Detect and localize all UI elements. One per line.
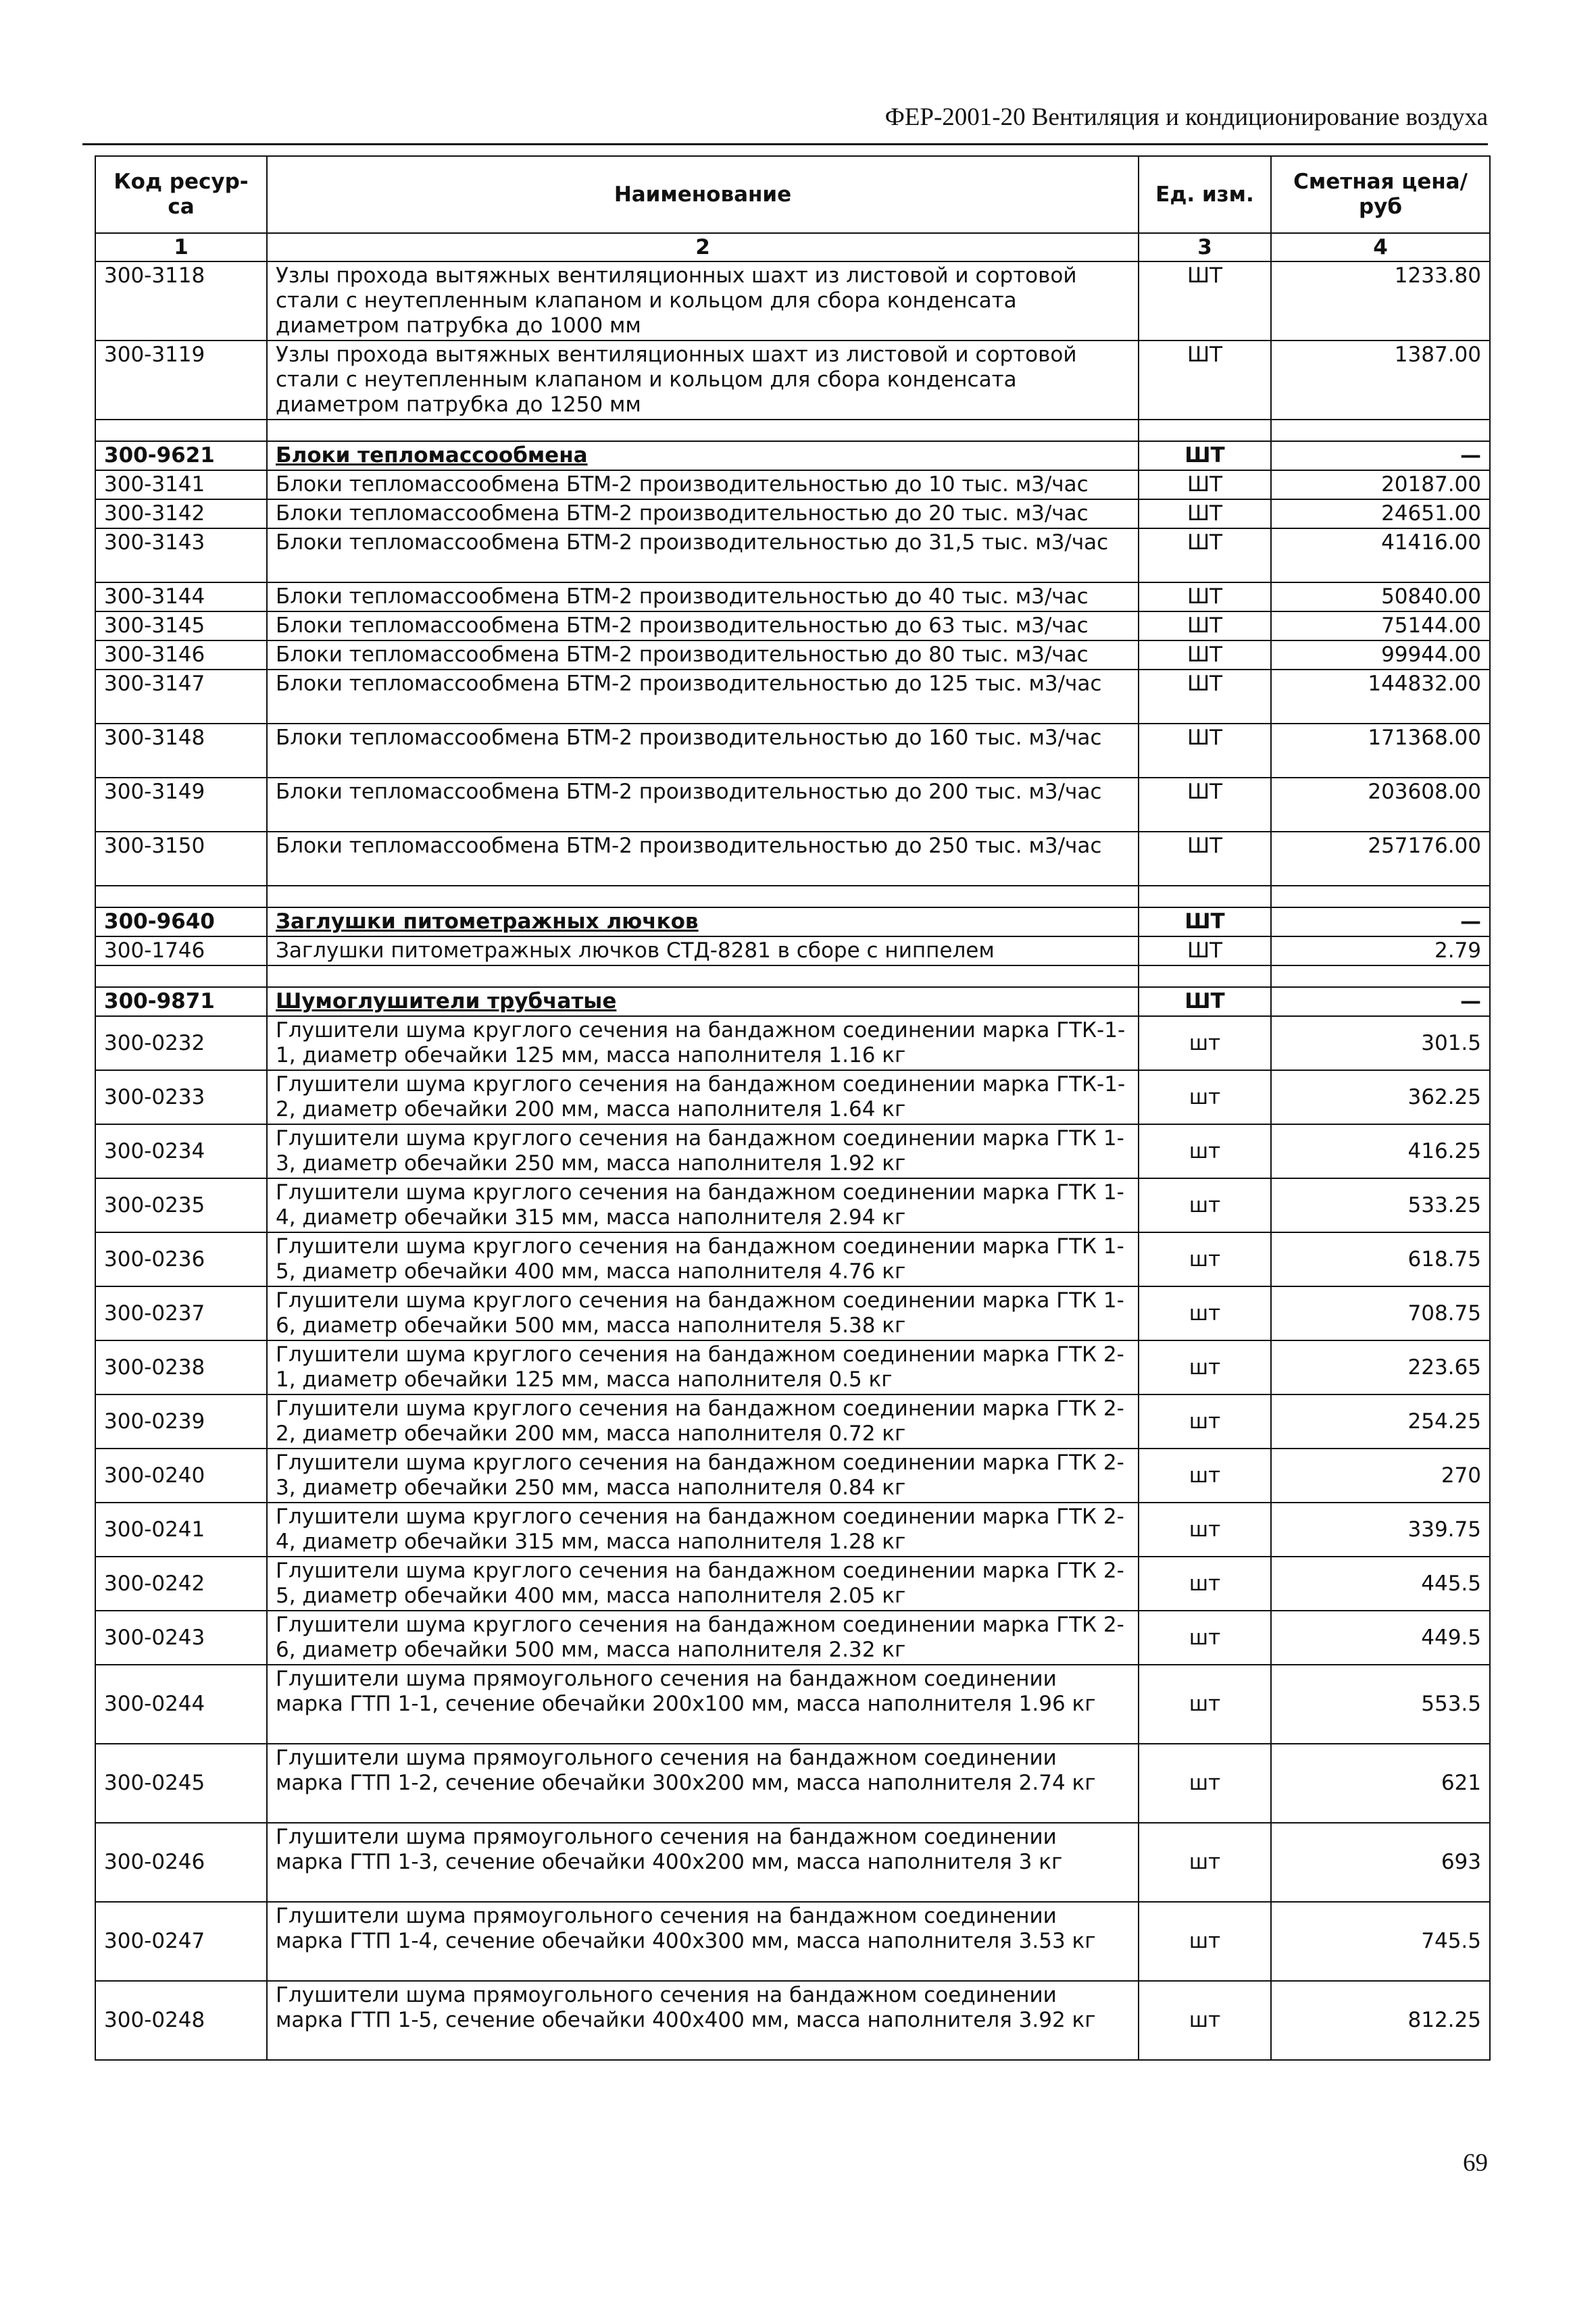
cell-unit: шт xyxy=(1139,1178,1271,1232)
cell-unit: шт xyxy=(1139,1449,1271,1503)
column-header-price: Сметная цена/руб xyxy=(1271,156,1490,233)
cell-price: 50840.00 xyxy=(1271,582,1490,611)
cell-unit: ШТ xyxy=(1139,778,1271,832)
cell-code: 300-3150 xyxy=(95,832,267,886)
cell-price: 812.25 xyxy=(1271,1981,1490,2060)
cell-code: 300-0243 xyxy=(95,1611,267,1665)
cell-name: Блоки тепломассообмена БТМ-2 производительностью до 160 тыс. м3/час xyxy=(267,724,1139,778)
table-row xyxy=(95,1557,1490,1611)
table-row xyxy=(95,470,1490,499)
table-header-row xyxy=(95,156,1490,233)
column-number: 1 xyxy=(95,233,267,261)
cell-code: 300-0244 xyxy=(95,1665,267,1744)
cell-name: Глушители шума прямоугольного сечения на бандажном соединении марка ГТП 1-4, сечение обечайки 400х300 мм, масса наполнителя 3.53 кг xyxy=(267,1902,1139,1981)
empty-cell xyxy=(1139,965,1271,987)
table-row xyxy=(95,1232,1490,1286)
cell-unit: шт xyxy=(1139,1340,1271,1394)
cell-price: — xyxy=(1271,441,1490,470)
cell-price: 41416.00 xyxy=(1271,528,1490,582)
empty-cell xyxy=(267,965,1139,987)
cell-name: Блоки тепломассообмена БТМ-2 производительностью до 200 тыс. м3/час xyxy=(267,778,1139,832)
cell-price: 445.5 xyxy=(1271,1557,1490,1611)
group-row xyxy=(95,441,1490,470)
cell-name: Блоки тепломассообмена БТМ-2 производительностью до 40 тыс. м3/час xyxy=(267,582,1139,611)
cell-name: Глушители шума круглого сечения на бандажном соединении марка ГТК-1-1, диаметр обечайки 125 мм, масса наполнителя 1.16 кг xyxy=(267,1016,1139,1070)
table-row xyxy=(95,341,1490,420)
column-header-name: Наименование xyxy=(267,156,1139,233)
cell-unit: шт xyxy=(1139,1070,1271,1124)
cell-code: 300-9871 xyxy=(95,987,267,1016)
column-number: 4 xyxy=(1271,233,1490,261)
empty-cell xyxy=(267,420,1139,441)
cell-price: 708.75 xyxy=(1271,1286,1490,1340)
cell-price: 270 xyxy=(1271,1449,1490,1503)
table-row xyxy=(95,1124,1490,1178)
cell-unit: ШТ xyxy=(1139,640,1271,670)
cell-price: — xyxy=(1271,987,1490,1016)
cell-unit: шт xyxy=(1139,1981,1271,2060)
cell-price: 171368.00 xyxy=(1271,724,1490,778)
cell-unit: шт xyxy=(1139,1823,1271,1902)
cell-code: 300-3143 xyxy=(95,528,267,582)
table-row xyxy=(95,724,1490,778)
cell-code: 300-0247 xyxy=(95,1902,267,1981)
column-number: 2 xyxy=(267,233,1139,261)
cell-name: Блоки тепломассообмена БТМ-2 производительностью до 20 тыс. м3/час xyxy=(267,499,1139,528)
group-row xyxy=(95,907,1490,936)
table-row xyxy=(95,1665,1490,1744)
cell-unit: ШТ xyxy=(1139,470,1271,499)
spacer-row xyxy=(95,965,1490,987)
cell-price: 144832.00 xyxy=(1271,670,1490,724)
page-header-title: ФЕР-2001-20 Вентиляция и кондиционирование воздуха xyxy=(884,103,1488,131)
cell-price: 621 xyxy=(1271,1744,1490,1823)
table-row xyxy=(95,1744,1490,1823)
cell-price: 1387.00 xyxy=(1271,341,1490,420)
cell-code: 300-3146 xyxy=(95,640,267,670)
cell-name: Глушители шума круглого сечения на бандажном соединении марка ГТК 2-4, диаметр обечайки 315 мм, масса наполнителя 1.28 кг xyxy=(267,1503,1139,1557)
cell-code: 300-0238 xyxy=(95,1340,267,1394)
cell-code: 300-3142 xyxy=(95,499,267,528)
table-row xyxy=(95,1286,1490,1340)
spacer-row xyxy=(95,420,1490,441)
cell-price: 416.25 xyxy=(1271,1124,1490,1178)
cell-code: 300-3147 xyxy=(95,670,267,724)
column-number-row xyxy=(95,233,1490,261)
cell-code: 300-3148 xyxy=(95,724,267,778)
cell-unit: ШТ xyxy=(1139,832,1271,886)
cell-unit: шт xyxy=(1139,1557,1271,1611)
column-header-code: Код ресур-са xyxy=(95,156,267,233)
cell-price: 362.25 xyxy=(1271,1070,1490,1124)
cell-name: Глушители шума круглого сечения на бандажном соединении марка ГТК 1-3, диаметр обечайки 250 мм, масса наполнителя 1.92 кг xyxy=(267,1124,1139,1178)
cell-unit: ШТ xyxy=(1139,670,1271,724)
table-row xyxy=(95,499,1490,528)
cell-name: Блоки тепломассообмена БТМ-2 производительностью до 125 тыс. м3/час xyxy=(267,670,1139,724)
cell-price: 449.5 xyxy=(1271,1611,1490,1665)
cell-code: 300-3144 xyxy=(95,582,267,611)
cell-code: 300-0236 xyxy=(95,1232,267,1286)
cell-code: 300-0246 xyxy=(95,1823,267,1902)
cell-code: 300-3119 xyxy=(95,341,267,420)
cell-name: Блоки тепломассообмена xyxy=(267,441,1139,470)
header-rule xyxy=(82,143,1488,145)
cell-name: Глушители шума круглого сечения на бандажном соединении марка ГТК 2-3, диаметр обечайки 250 мм, масса наполнителя 0.84 кг xyxy=(267,1449,1139,1503)
cell-unit: шт xyxy=(1139,1016,1271,1070)
empty-cell xyxy=(95,965,267,987)
cell-unit: шт xyxy=(1139,1744,1271,1823)
spacer-row xyxy=(95,886,1490,907)
cell-name: Глушители шума круглого сечения на бандажном соединении марка ГТК 2-1, диаметр обечайки 125 мм, масса наполнителя 0.5 кг xyxy=(267,1340,1139,1394)
empty-cell xyxy=(1271,420,1490,441)
cell-name: Глушители шума круглого сечения на бандажном соединении марка ГТК 2-2, диаметр обечайки 200 мм, масса наполнителя 0.72 кг xyxy=(267,1394,1139,1449)
cell-name: Глушители шума круглого сечения на бандажном соединении марка ГТК-1-2, диаметр обечайки 200 мм, масса наполнителя 1.64 кг xyxy=(267,1070,1139,1124)
cell-name: Глушители шума прямоугольного сечения на бандажном соединении марка ГТП 1-2, сечение обечайки 300х200 мм, масса наполнителя 2.74 кг xyxy=(267,1744,1139,1823)
cell-price: 553.5 xyxy=(1271,1665,1490,1744)
empty-cell xyxy=(95,886,267,907)
cell-code: 300-0245 xyxy=(95,1744,267,1823)
cell-unit: шт xyxy=(1139,1665,1271,1744)
cell-name: Глушители шума прямоугольного сечения на бандажном соединении марка ГТП 1-1, сечение обечайки 200х100 мм, масса наполнителя 1.96 кг xyxy=(267,1665,1139,1744)
price-table xyxy=(95,155,1491,2061)
cell-code: 300-0240 xyxy=(95,1449,267,1503)
table-row xyxy=(95,1611,1490,1665)
cell-name: Узлы прохода вытяжных вентиляционных шахт из листовой и сортовой стали с неутепленным клапаном и кольцом для сбора конденсата диаметром патрубка до 1000 мм xyxy=(267,261,1139,341)
cell-code: 300-0235 xyxy=(95,1178,267,1232)
cell-unit: ШТ xyxy=(1139,987,1271,1016)
cell-price: 2.79 xyxy=(1271,936,1490,965)
empty-cell xyxy=(95,420,267,441)
page-number: 69 xyxy=(1463,2149,1488,2177)
table-row xyxy=(95,1503,1490,1557)
cell-code: 300-0234 xyxy=(95,1124,267,1178)
cell-price: 693 xyxy=(1271,1823,1490,1902)
cell-name: Глушители шума круглого сечения на бандажном соединении марка ГТК 2-6, диаметр обечайки 500 мм, масса наполнителя 2.32 кг xyxy=(267,1611,1139,1665)
table-row xyxy=(95,261,1490,341)
cell-name: Узлы прохода вытяжных вентиляционных шахт из листовой и сортовой стали с неутепленным клапаном и кольцом для сбора конденсата диаметром патрубка до 1250 мм xyxy=(267,341,1139,420)
cell-unit: шт xyxy=(1139,1124,1271,1178)
cell-code: 300-3149 xyxy=(95,778,267,832)
cell-unit: шт xyxy=(1139,1394,1271,1449)
cell-code: 300-0233 xyxy=(95,1070,267,1124)
cell-price: 618.75 xyxy=(1271,1232,1490,1286)
empty-cell xyxy=(267,886,1139,907)
cell-unit: ШТ xyxy=(1139,936,1271,965)
cell-unit: шт xyxy=(1139,1503,1271,1557)
cell-name: Блоки тепломассообмена БТМ-2 производительностью до 250 тыс. м3/час xyxy=(267,832,1139,886)
cell-code: 300-0242 xyxy=(95,1557,267,1611)
table-row xyxy=(95,832,1490,886)
cell-unit: ШТ xyxy=(1139,907,1271,936)
cell-price: 1233.80 xyxy=(1271,261,1490,341)
column-header-unit: Ед. изм. xyxy=(1139,156,1271,233)
cell-name: Глушители шума прямоугольного сечения на бандажном соединении марка ГТП 1-5, сечение обечайки 400х400 мм, масса наполнителя 3.92 кг xyxy=(267,1981,1139,2060)
cell-name: Глушители шума круглого сечения на бандажном соединении марка ГТК 1-4, диаметр обечайки 315 мм, масса наполнителя 2.94 кг xyxy=(267,1178,1139,1232)
empty-cell xyxy=(1139,886,1271,907)
cell-code: 300-0237 xyxy=(95,1286,267,1340)
table-row xyxy=(95,1070,1490,1124)
cell-name: Заглушки питометражных лючков СТД-8281 в сборе с ниппелем xyxy=(267,936,1139,965)
cell-unit: шт xyxy=(1139,1902,1271,1981)
cell-code: 300-1746 xyxy=(95,936,267,965)
cell-code: 300-3118 xyxy=(95,261,267,341)
cell-price: 339.75 xyxy=(1271,1503,1490,1557)
cell-price: 75144.00 xyxy=(1271,611,1490,640)
table-row xyxy=(95,611,1490,640)
table-row xyxy=(95,582,1490,611)
table-row xyxy=(95,1902,1490,1981)
cell-price: 257176.00 xyxy=(1271,832,1490,886)
table-row xyxy=(95,1178,1490,1232)
cell-price: 254.25 xyxy=(1271,1394,1490,1449)
cell-unit: ШТ xyxy=(1139,582,1271,611)
cell-unit: ШТ xyxy=(1139,499,1271,528)
table-row xyxy=(95,1016,1490,1070)
cell-code: 300-0241 xyxy=(95,1503,267,1557)
cell-unit: ШТ xyxy=(1139,261,1271,341)
table-row xyxy=(95,936,1490,965)
cell-unit: шт xyxy=(1139,1232,1271,1286)
table-row xyxy=(95,1449,1490,1503)
table-row xyxy=(95,670,1490,724)
cell-price: 745.5 xyxy=(1271,1902,1490,1981)
cell-code: 300-3145 xyxy=(95,611,267,640)
cell-unit: ШТ xyxy=(1139,724,1271,778)
cell-code: 300-9621 xyxy=(95,441,267,470)
table-row xyxy=(95,528,1490,582)
cell-price: 301.5 xyxy=(1271,1016,1490,1070)
cell-price: — xyxy=(1271,907,1490,936)
cell-unit: шт xyxy=(1139,1286,1271,1340)
empty-cell xyxy=(1139,420,1271,441)
table-row xyxy=(95,1981,1490,2060)
cell-unit: ШТ xyxy=(1139,441,1271,470)
cell-code: 300-9640 xyxy=(95,907,267,936)
table-row xyxy=(95,778,1490,832)
cell-name: Блоки тепломассообмена БТМ-2 производительностью до 10 тыс. м3/час xyxy=(267,470,1139,499)
cell-name: Блоки тепломассообмена БТМ-2 производительностью до 80 тыс. м3/час xyxy=(267,640,1139,670)
cell-price: 533.25 xyxy=(1271,1178,1490,1232)
cell-code: 300-3141 xyxy=(95,470,267,499)
table-body xyxy=(95,261,1490,2060)
cell-unit: ШТ xyxy=(1139,528,1271,582)
cell-name: Блоки тепломассообмена БТМ-2 производительностью до 63 тыс. м3/час xyxy=(267,611,1139,640)
cell-unit: шт xyxy=(1139,1611,1271,1665)
cell-name: Блоки тепломассообмена БТМ-2 производительностью до 31,5 тыс. м3/час xyxy=(267,528,1139,582)
group-row xyxy=(95,987,1490,1016)
cell-name: Глушители шума прямоугольного сечения на бандажном соединении марка ГТП 1-3, сечение обечайки 400х200 мм, масса наполнителя 3 кг xyxy=(267,1823,1139,1902)
empty-cell xyxy=(1271,965,1490,987)
cell-code: 300-0239 xyxy=(95,1394,267,1449)
cell-name: Глушители шума круглого сечения на бандажном соединении марка ГТК 1-6, диаметр обечайки 500 мм, масса наполнителя 5.38 кг xyxy=(267,1286,1139,1340)
table-row xyxy=(95,1340,1490,1394)
cell-name: Заглушки питометражных лючков xyxy=(267,907,1139,936)
cell-price: 20187.00 xyxy=(1271,470,1490,499)
table-row xyxy=(95,1823,1490,1902)
cell-name: Шумоглушители трубчатые xyxy=(267,987,1139,1016)
column-number: 3 xyxy=(1139,233,1271,261)
empty-cell xyxy=(1271,886,1490,907)
table-row xyxy=(95,640,1490,670)
cell-price: 99944.00 xyxy=(1271,640,1490,670)
cell-price: 24651.00 xyxy=(1271,499,1490,528)
cell-unit: ШТ xyxy=(1139,611,1271,640)
cell-code: 300-0232 xyxy=(95,1016,267,1070)
table-row xyxy=(95,1394,1490,1449)
cell-code: 300-0248 xyxy=(95,1981,267,2060)
cell-price: 223.65 xyxy=(1271,1340,1490,1394)
cell-name: Глушители шума круглого сечения на бандажном соединении марка ГТК 2-5, диаметр обечайки 400 мм, масса наполнителя 2.05 кг xyxy=(267,1557,1139,1611)
cell-unit: ШТ xyxy=(1139,341,1271,420)
cell-name: Глушители шума круглого сечения на бандажном соединении марка ГТК 1-5, диаметр обечайки 400 мм, масса наполнителя 4.76 кг xyxy=(267,1232,1139,1286)
cell-price: 203608.00 xyxy=(1271,778,1490,832)
